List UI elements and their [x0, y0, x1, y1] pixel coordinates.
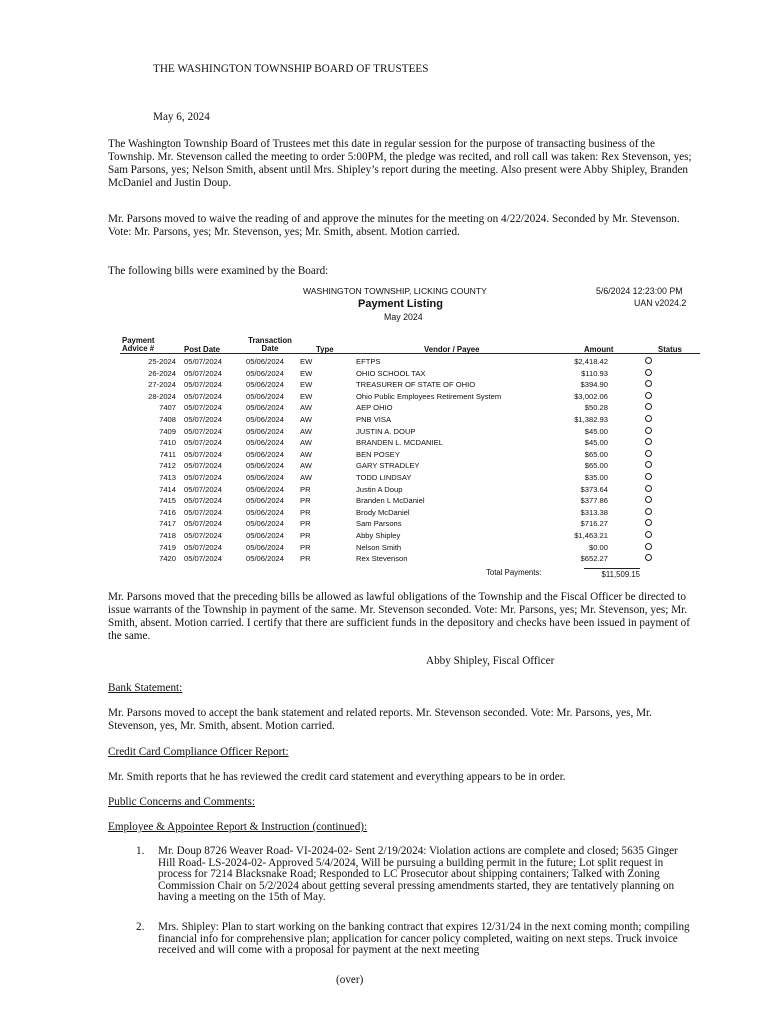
- table-cell-post: 05/07/2024: [184, 391, 223, 401]
- table-cell-amount: $373.64: [580, 484, 608, 494]
- table-row: [120, 356, 660, 368]
- table-cell-advice: 7418: [159, 530, 176, 540]
- credit-card-paragraph: Mr. Smith reports that he has reviewed the credit card statement and everything appears to be in order.: [108, 771, 566, 783]
- status-open-icon: [645, 380, 652, 387]
- table-cell-status: [608, 379, 660, 391]
- table-cell-trans: 05/06/2024: [246, 380, 285, 390]
- table-cell-advice: 26-2024: [148, 368, 176, 378]
- table-cell-vendor: JUSTIN A. DOUP: [356, 426, 416, 436]
- col-status-header: Status: [658, 345, 682, 354]
- listing-title: Payment Listing: [358, 298, 443, 310]
- table-cell-advice: 7410: [159, 438, 176, 448]
- total-amount: $11,509.15: [584, 568, 640, 579]
- table-cell-type: PR: [300, 542, 311, 552]
- status-open-icon: [645, 415, 652, 422]
- table-cell-advice: 7417: [159, 519, 176, 529]
- listing-org: WASHINGTON TOWNSHIP, LICKING COUNTY: [303, 286, 487, 296]
- col-type-header: Type: [316, 345, 334, 354]
- table-cell-trans: 05/06/2024: [246, 403, 285, 413]
- status-open-icon: [645, 461, 652, 468]
- table-row: [120, 460, 660, 472]
- page-footer-over: (over): [336, 974, 364, 986]
- table-row: [120, 426, 660, 438]
- table-cell-type: PR: [300, 507, 311, 517]
- table-cell-status: [608, 368, 660, 380]
- table-cell-post: 05/07/2024: [184, 368, 223, 378]
- table-cell-status: [608, 507, 660, 519]
- status-open-icon: [645, 392, 652, 399]
- listing-period: May 2024: [384, 312, 423, 322]
- table-cell-advice: 7408: [159, 414, 176, 424]
- public-concerns-heading: Public Concerns and Comments:: [108, 796, 255, 808]
- table-cell-advice: 7414: [159, 484, 176, 494]
- table-cell-trans: 05/06/2024: [246, 368, 285, 378]
- table-cell-post: 05/07/2024: [184, 530, 223, 540]
- employee-report-heading: Employee & Appointee Report & Instruction (continued):: [108, 821, 368, 833]
- status-open-icon: [645, 473, 652, 480]
- table-cell-vendor: Justin A Doup: [356, 484, 403, 494]
- table-cell-type: PR: [300, 554, 311, 564]
- total-label: Total Payments:: [486, 568, 542, 577]
- table-cell-amount: $2,418.42: [574, 357, 608, 366]
- table-cell-post: 05/07/2024: [184, 472, 223, 482]
- table-cell-amount: $652.27: [580, 554, 608, 564]
- list-item-number: 2.: [136, 921, 145, 933]
- status-open-icon: [645, 450, 652, 457]
- table-cell-post: 05/07/2024: [184, 357, 223, 366]
- table-cell-vendor: Sam Parsons: [356, 519, 402, 529]
- table-cell-status: [608, 553, 660, 565]
- table-cell-vendor: Ohio Public Employees Retirement System: [356, 391, 502, 401]
- table-row: [120, 368, 660, 380]
- intro-paragraph: The Washington Township Board of Trustees met this date in regular session for the purpose of transacting business of the Township. Mr. Stevenson called the meeting to order 5:00PM, the pledge was recited, and roll call was taken: Rex Stevenson, yes; Sam Parsons, yes; Nelson Smith, absent until Mrs. Shipley’s report during the meeting. Also present were Abby Shipley, Branden McDaniel and Justin Doup.: [108, 138, 692, 189]
- table-cell-advice: 25-2024: [148, 357, 176, 366]
- col-vendor-header: Vendor / Payee: [424, 345, 480, 354]
- table-cell-vendor: EFTPS: [356, 357, 381, 366]
- payment-table: [120, 356, 660, 565]
- table-cell-post: 05/07/2024: [184, 554, 223, 564]
- document-title: THE WASHINGTON TOWNSHIP BOARD OF TRUSTEES: [153, 63, 429, 75]
- table-cell-status: [608, 472, 660, 484]
- table-cell-status: [608, 518, 660, 530]
- table-cell-post: 05/07/2024: [184, 542, 223, 552]
- table-cell-post: 05/07/2024: [184, 380, 223, 390]
- listing-version: UAN v2024.2: [634, 298, 687, 308]
- table-cell-advice: 7420: [159, 554, 176, 564]
- table-cell-type: AW: [300, 449, 312, 459]
- list-item-number: 1.: [136, 845, 145, 857]
- table-cell-amount: $716.27: [580, 519, 608, 529]
- table-cell-vendor: OHIO SCHOOL TAX: [356, 368, 426, 378]
- table-row: [120, 437, 660, 449]
- table-cell-trans: 05/06/2024: [246, 472, 285, 482]
- table-cell-advice: 28-2024: [148, 391, 176, 401]
- list-item-text: Mr. Doup 8726 Weaver Road- VI-2024-02- Sent 2/19/2024: Violation actions are complete and closed; 5635 Ginger Hill Road- LS-2024-02- Approved 5/4/2024, Will be pursuing a building permit in the future; Lot split request in process for 7214 Blacksnake Road; Responded to LC Prosecutor about shipping containers; Talked with Zoning Commission Chair on 5/2/2024 about getting several pressing amendments started, they are tentatively planning on having a meeting on the 15th of May.: [158, 845, 678, 904]
- table-cell-trans: 05/06/2024: [246, 530, 285, 540]
- status-open-icon: [645, 543, 652, 550]
- table-cell-status: [608, 414, 660, 426]
- table-row: [120, 379, 660, 391]
- table-cell-status: [608, 530, 660, 542]
- table-cell-status: [608, 542, 660, 554]
- table-cell-type: AW: [300, 438, 312, 448]
- meeting-date: May 6, 2024: [153, 111, 210, 123]
- table-cell-advice: 7419: [159, 542, 176, 552]
- table-cell-vendor: GARY STRADLEY: [356, 461, 420, 471]
- table-cell-vendor: Brody McDaniel: [356, 507, 410, 517]
- status-open-icon: [645, 403, 652, 410]
- table-cell-status: [608, 356, 660, 368]
- status-open-icon: [645, 357, 652, 364]
- status-open-icon: [645, 508, 652, 515]
- col-trans-header: Transaction Date: [248, 336, 292, 353]
- status-open-icon: [645, 496, 652, 503]
- table-cell-advice: 7409: [159, 426, 176, 436]
- table-cell-amount: $110.93: [581, 368, 608, 378]
- table-cell-trans: 05/06/2024: [246, 496, 285, 506]
- table-cell-trans: 05/06/2024: [246, 357, 285, 366]
- table-cell-status: [608, 449, 660, 461]
- table-cell-amount: $394.90: [580, 380, 608, 390]
- table-cell-vendor: BEN POSEY: [356, 449, 400, 459]
- table-cell-trans: 05/06/2024: [246, 519, 285, 529]
- table-cell-advice: 7413: [159, 472, 176, 482]
- table-cell-post: 05/07/2024: [184, 484, 223, 494]
- credit-card-heading: Credit Card Compliance Officer Report:: [108, 746, 289, 758]
- table-cell-trans: 05/06/2024: [246, 414, 285, 424]
- header-rule: [120, 353, 700, 354]
- table-cell-amount: $0.00: [588, 542, 608, 552]
- table-row: [120, 402, 660, 414]
- status-open-icon: [645, 369, 652, 376]
- table-cell-trans: 05/06/2024: [246, 461, 285, 471]
- status-open-icon: [645, 554, 652, 561]
- table-cell-vendor: Branden L McDaniel: [356, 496, 425, 506]
- table-row: [120, 507, 660, 519]
- table-cell-amount: $377.86: [580, 496, 608, 506]
- table-cell-vendor: TREASURER OF STATE OF OHIO: [356, 380, 476, 390]
- table-cell-post: 05/07/2024: [184, 403, 223, 413]
- table-cell-amount: $1,382.93: [574, 414, 608, 424]
- table-cell-trans: 05/06/2024: [246, 554, 285, 564]
- table-cell-trans: 05/06/2024: [246, 426, 285, 436]
- status-open-icon: [645, 485, 652, 492]
- table-cell-advice: 7415: [159, 496, 176, 506]
- table-cell-vendor: Rex Stevenson: [356, 554, 408, 564]
- table-cell-type: EW: [300, 368, 313, 378]
- table-cell-type: PR: [300, 484, 311, 494]
- table-cell-status: [608, 437, 660, 449]
- col-advice-header: Payment Advice #: [122, 336, 155, 353]
- table-cell-advice: 7416: [159, 507, 176, 517]
- minutes-paragraph: Mr. Parsons moved to waive the reading of and approve the minutes for the meeting on 4/22/2024. Seconded by Mr. Stevenson. Vote: Mr. Parsons, yes; Mr. Stevenson, yes; Mr. Smith, absent. Motion carried.: [108, 213, 680, 238]
- table-cell-post: 05/07/2024: [184, 461, 223, 471]
- employee-report-list: [136, 846, 696, 976]
- table-cell-post: 05/07/2024: [184, 507, 223, 517]
- table-cell-type: EW: [300, 380, 313, 390]
- table-cell-status: [608, 484, 660, 496]
- table-row: [120, 495, 660, 507]
- table-cell-type: AW: [300, 426, 312, 436]
- table-cell-amount: $3,002.06: [574, 391, 608, 401]
- listing-timestamp: 5/6/2024 12:23:00 PM: [596, 286, 683, 296]
- table-cell-vendor: Nelson Smith: [356, 542, 402, 552]
- table-cell-type: PR: [300, 496, 311, 506]
- table-row: [120, 414, 660, 426]
- table-cell-amount: $45.00: [584, 426, 608, 436]
- table-cell-type: AW: [300, 414, 312, 424]
- table-cell-amount: $313.38: [580, 507, 608, 517]
- table-cell-vendor: AEP OHIO: [356, 403, 393, 413]
- table-cell-advice: 27-2024: [148, 380, 176, 390]
- table-cell-post: 05/07/2024: [184, 426, 223, 436]
- table-cell-vendor: BRANDEN L. MCDANIEL: [356, 438, 443, 448]
- status-open-icon: [645, 531, 652, 538]
- bills-intro: The following bills were examined by the Board:: [108, 265, 329, 277]
- table-cell-vendor: Abby Shipley: [356, 530, 401, 540]
- table-cell-status: [608, 402, 660, 414]
- table-cell-type: PR: [300, 519, 311, 529]
- table-row: [120, 530, 660, 542]
- table-cell-post: 05/07/2024: [184, 496, 223, 506]
- col-amount-header: Amount: [584, 345, 614, 354]
- table-row: [120, 472, 660, 484]
- payment-listing: [120, 286, 700, 582]
- table-row: [120, 484, 660, 496]
- table-cell-post: 05/07/2024: [184, 438, 223, 448]
- table-cell-vendor: PNB VISA: [356, 414, 392, 424]
- table-cell-amount: $50.28: [584, 403, 608, 413]
- table-cell-status: [608, 495, 660, 507]
- table-row: [120, 518, 660, 530]
- table-cell-post: 05/07/2024: [184, 449, 223, 459]
- table-row: [120, 553, 660, 565]
- table-cell-trans: 05/06/2024: [246, 449, 285, 459]
- table-cell-type: EW: [300, 357, 313, 366]
- table-cell-advice: 7407: [159, 403, 176, 413]
- table-cell-amount: $45.00: [584, 438, 608, 448]
- fiscal-officer-signature: Abby Shipley, Fiscal Officer: [426, 655, 555, 667]
- status-open-icon: [645, 427, 652, 434]
- table-cell-status: [608, 391, 660, 403]
- table-row: [120, 542, 660, 554]
- table-cell-post: 05/07/2024: [184, 519, 223, 529]
- table-cell-amount: $65.00: [584, 449, 608, 459]
- table-cell-type: EW: [300, 391, 313, 401]
- table-cell-advice: 7412: [159, 461, 176, 471]
- table-cell-type: AW: [300, 472, 312, 482]
- bank-statement-heading: Bank Statement:: [108, 682, 183, 694]
- table-cell-trans: 05/06/2024: [246, 438, 285, 448]
- list-item-text: Mrs. Shipley: Plan to start working on the banking contract that expires 12/31/24 in the next coming month; compiling financial info for comprehensive plan; application for cancer policy completed, waiting on next steps. Truck invoice received and will come with a proposal for payment at the next meeting: [158, 921, 690, 957]
- table-cell-trans: 05/06/2024: [246, 542, 285, 552]
- table-cell-amount: $1,463.21: [574, 530, 608, 540]
- table-cell-post: 05/07/2024: [184, 414, 223, 424]
- bank-statement-paragraph: Mr. Parsons moved to accept the bank statement and related reports. Mr. Stevenson seconded. Vote: Mr. Parsons, yes, Mr. Stevenson, yes, Mr. Smith, absent. Motion carried.: [108, 707, 652, 732]
- table-cell-trans: 05/06/2024: [246, 507, 285, 517]
- status-open-icon: [645, 519, 652, 526]
- table-cell-amount: $35.00: [584, 472, 608, 482]
- table-cell-status: [608, 426, 660, 438]
- table-cell-trans: 05/06/2024: [246, 484, 285, 494]
- table-cell-type: PR: [300, 530, 311, 540]
- table-cell-type: AW: [300, 461, 312, 471]
- table-cell-advice: 7411: [159, 449, 176, 459]
- table-cell-status: [608, 460, 660, 472]
- table-cell-vendor: TODD LINDSAY: [356, 472, 412, 482]
- table-cell-amount: $65.00: [584, 461, 608, 471]
- table-cell-type: AW: [300, 403, 312, 413]
- status-open-icon: [645, 438, 652, 445]
- col-post-header: Post Date: [184, 345, 220, 354]
- table-row: [120, 449, 660, 461]
- table-row: [120, 391, 660, 403]
- table-cell-trans: 05/06/2024: [246, 391, 285, 401]
- bills-motion-paragraph: Mr. Parsons moved that the preceding bills be allowed as lawful obligations of the Township and the Fiscal Officer be directed to issue warrants of the Township in payment of the same. Mr. Stevenson seconded. Vote: Mr. Parsons, yes; Mr. Stevenson, yes; Mr. Smith, absent. Motion carried. I certify that there are sufficient funds in the depository and checks have been issued in payment of the same.: [108, 591, 690, 642]
